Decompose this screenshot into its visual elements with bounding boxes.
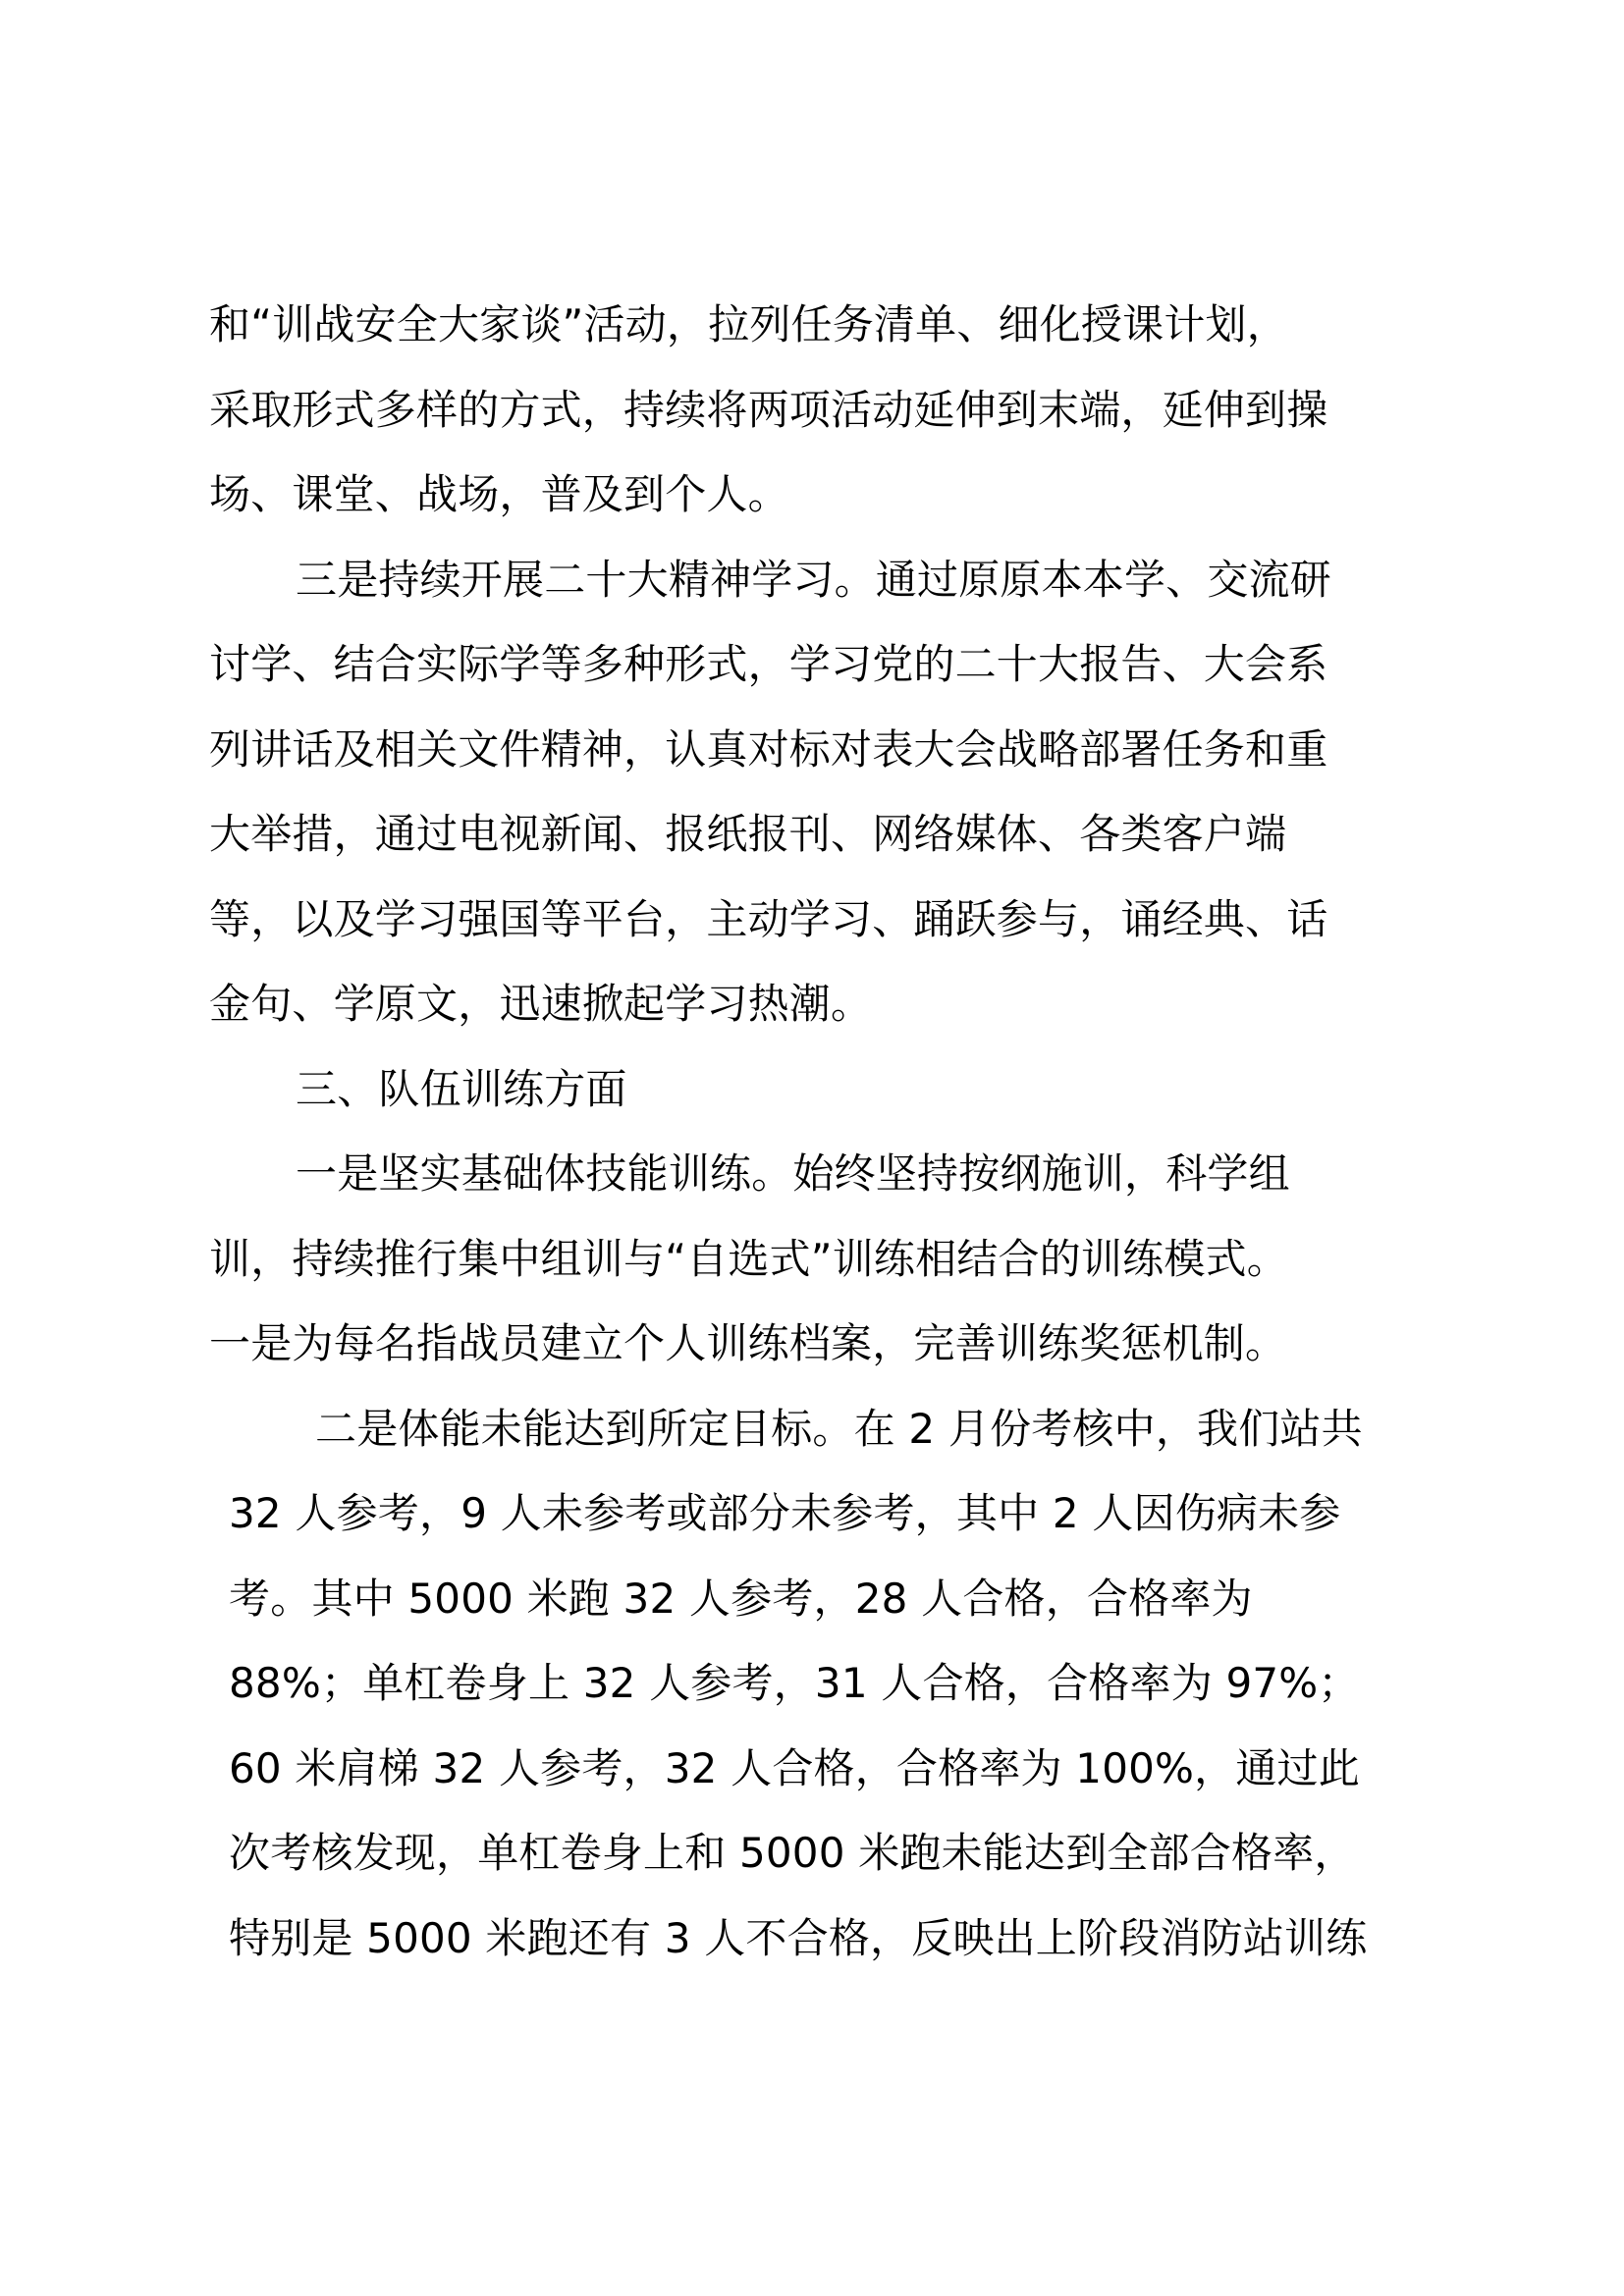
text-line: 考。其中 5000 米跑 32 人参考，28 人合格，合格率为 (229, 1574, 1253, 1623)
document-body (209, 283, 1436, 1981)
paragraph-basic-training (209, 1132, 1436, 1387)
text-line: 列讲话及相关文件精神，认真对标对表大会战略部署任务和重 (209, 724, 1328, 774)
paragraph-fitness (209, 1387, 1436, 1982)
text-line: 大举措，通过电视新闻、报纸报刊、网络媒体、各类客户端 (209, 810, 1287, 858)
text-line: 特别是 5000 米跑还有 3 人不合格，反映出上阶段消防站训练 (229, 1913, 1368, 1962)
text-line: 60 米肩梯 32 人参考，32 人合格，合格率为 100%，通过此 (229, 1743, 1360, 1792)
paragraph-study (209, 538, 1436, 1047)
text-line: 金句、学原文，迅速掀起学习热潮。 (209, 980, 873, 1028)
text-line: 训，持续推行集中组训与“自选式”训练相结合的训练模式。 (209, 1234, 1288, 1283)
section-heading-training (209, 1047, 1436, 1133)
text-line: 一是坚实基础体技能训练。始终坚持按纲施训，科学组 (296, 1149, 1290, 1198)
text-line: 和“训战安全大家谈”活动，拉列任务清单、细化授课计划， (209, 300, 1288, 348)
text-line: 采取形式多样的方式，持续将两项活动延伸到末端，延伸到操 (209, 385, 1328, 434)
text-line: 32 人参考，9 人未参考或部分未参考，其中 2 人因伤病未参 (229, 1489, 1341, 1537)
text-line: 场、课堂、战场，普及到个人。 (209, 470, 789, 518)
text-line: 二是体能未能达到所定目标。在 2 月份考核中，我们站共 (315, 1404, 1363, 1453)
text-line: 一是为每名指战员建立个人训练档案，完善训练奖惩机制。 (209, 1319, 1287, 1367)
text-line: 88%；单杠卷身上 32 人参考，31 人合格，合格率为 97%； (229, 1659, 1360, 1707)
text-line: 讨学、结合实际学等多种形式，学习党的二十大报告、大会系 (209, 640, 1328, 688)
paragraph-activities-tail (209, 283, 1436, 538)
section-heading: 三、队伍训练方面 (296, 1064, 627, 1113)
text-line: 三是持续开展二十大精神学习。通过原原本本学、交流研 (296, 555, 1332, 604)
text-line: 等，以及学习强国等平台，主动学习、踊跃参与，诵经典、话 (209, 894, 1328, 943)
text-line: 次考核发现，单杠卷身上和 5000 米跑未能达到全部合格率， (229, 1829, 1356, 1877)
